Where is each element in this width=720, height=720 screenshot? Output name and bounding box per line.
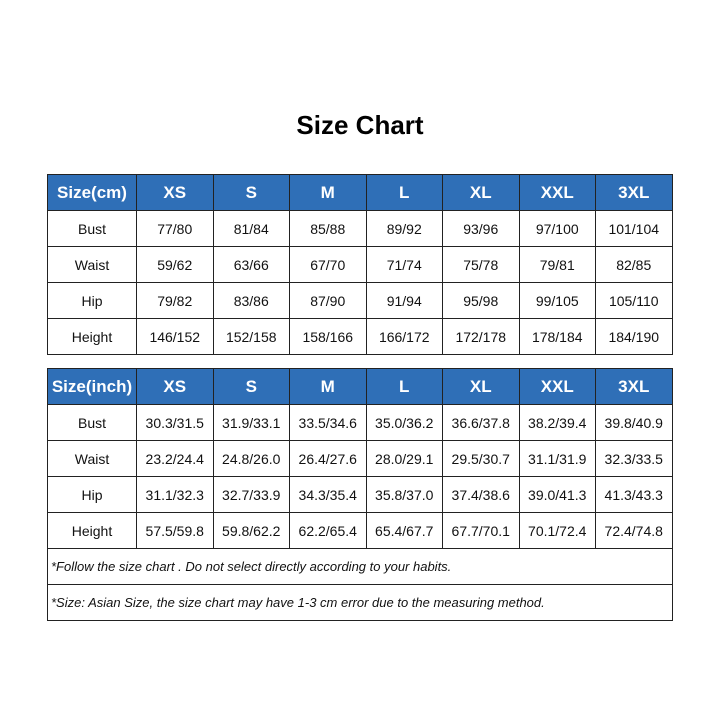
measurement-cell: 81/84 xyxy=(213,211,290,247)
note-row xyxy=(48,585,673,621)
measurement-cell: 62.2/65.4 xyxy=(290,513,367,549)
header-cell-size: XXL xyxy=(519,369,596,405)
measurement-cell: 34.3/35.4 xyxy=(290,477,367,513)
measurement-cell: 105/110 xyxy=(596,283,673,319)
measurement-cell: 57.5/59.8 xyxy=(137,513,214,549)
row-label-cell: Hip xyxy=(48,283,137,319)
row-label-cell: Height xyxy=(48,513,137,549)
measurement-cell: 99/105 xyxy=(519,283,596,319)
table-row xyxy=(48,405,673,441)
measurement-cell: 77/80 xyxy=(137,211,214,247)
table-row xyxy=(48,319,673,355)
header-cell-size: 3XL xyxy=(596,369,673,405)
measurement-cell: 32.7/33.9 xyxy=(213,477,290,513)
measurement-cell: 91/94 xyxy=(366,283,443,319)
measurement-cell: 32.3/33.5 xyxy=(596,441,673,477)
measurement-cell: 65.4/67.7 xyxy=(366,513,443,549)
measurement-cell: 166/172 xyxy=(366,319,443,355)
table-header-row xyxy=(48,369,673,405)
measurement-cell: 83/86 xyxy=(213,283,290,319)
measurement-cell: 31.1/32.3 xyxy=(137,477,214,513)
measurement-cell: 26.4/27.6 xyxy=(290,441,367,477)
note-text: *Follow the size chart . Do not select directly according to your habits. xyxy=(48,549,673,585)
header-cell-size: S xyxy=(213,369,290,405)
header-cell-size: M xyxy=(290,175,367,211)
measurement-cell: 30.3/31.5 xyxy=(137,405,214,441)
page-title: Size Chart xyxy=(296,110,424,140)
table-row xyxy=(48,211,673,247)
measurement-cell: 71/74 xyxy=(366,247,443,283)
header-cell-size: XS xyxy=(137,369,214,405)
measurement-cell: 79/81 xyxy=(519,247,596,283)
measurement-cell: 97/100 xyxy=(519,211,596,247)
measurement-cell: 184/190 xyxy=(596,319,673,355)
header-cell-size: 3XL xyxy=(596,175,673,211)
measurement-cell: 36.6/37.8 xyxy=(443,405,520,441)
measurement-cell: 33.5/34.6 xyxy=(290,405,367,441)
measurement-cell: 38.2/39.4 xyxy=(519,405,596,441)
measurement-cell: 95/98 xyxy=(443,283,520,319)
measurement-cell: 23.2/24.4 xyxy=(137,441,214,477)
measurement-cell: 158/166 xyxy=(290,319,367,355)
size-table-cm xyxy=(47,174,673,355)
measurement-cell: 59.8/62.2 xyxy=(213,513,290,549)
measurement-cell: 35.0/36.2 xyxy=(366,405,443,441)
row-label-cell: Bust xyxy=(48,211,137,247)
measurement-cell: 35.8/37.0 xyxy=(366,477,443,513)
size-table-inch xyxy=(47,368,673,621)
measurement-cell: 85/88 xyxy=(290,211,367,247)
header-cell-size: XL xyxy=(443,175,520,211)
row-label-cell: Hip xyxy=(48,477,137,513)
row-label-cell: Waist xyxy=(48,441,137,477)
header-cell-size-unit: Size(cm) xyxy=(48,175,137,211)
measurement-cell: 41.3/43.3 xyxy=(596,477,673,513)
measurement-cell: 70.1/72.4 xyxy=(519,513,596,549)
measurement-cell: 39.0/41.3 xyxy=(519,477,596,513)
table-row xyxy=(48,247,673,283)
table-row xyxy=(48,477,673,513)
header-cell-size: M xyxy=(290,369,367,405)
measurement-cell: 93/96 xyxy=(443,211,520,247)
measurement-cell: 87/90 xyxy=(290,283,367,319)
row-label-cell: Height xyxy=(48,319,137,355)
header-cell-size: XXL xyxy=(519,175,596,211)
measurement-cell: 39.8/40.9 xyxy=(596,405,673,441)
measurement-cell: 67/70 xyxy=(290,247,367,283)
measurement-cell: 152/158 xyxy=(213,319,290,355)
measurement-cell: 67.7/70.1 xyxy=(443,513,520,549)
table-row xyxy=(48,513,673,549)
note-row xyxy=(48,549,673,585)
header-cell-size: XL xyxy=(443,369,520,405)
measurement-cell: 59/62 xyxy=(137,247,214,283)
measurement-cell: 28.0/29.1 xyxy=(366,441,443,477)
measurement-cell: 172/178 xyxy=(443,319,520,355)
header-cell-size: XS xyxy=(137,175,214,211)
measurement-cell: 31.9/33.1 xyxy=(213,405,290,441)
measurement-cell: 89/92 xyxy=(366,211,443,247)
measurement-cell: 82/85 xyxy=(596,247,673,283)
measurement-cell: 31.1/31.9 xyxy=(519,441,596,477)
table-row xyxy=(48,283,673,319)
header-cell-size: S xyxy=(213,175,290,211)
header-cell-size: L xyxy=(366,369,443,405)
table-header-row xyxy=(48,175,673,211)
table-row xyxy=(48,441,673,477)
measurement-cell: 63/66 xyxy=(213,247,290,283)
measurement-cell: 24.8/26.0 xyxy=(213,441,290,477)
measurement-cell: 75/78 xyxy=(443,247,520,283)
measurement-cell: 72.4/74.8 xyxy=(596,513,673,549)
header-cell-size: L xyxy=(366,175,443,211)
row-label-cell: Waist xyxy=(48,247,137,283)
row-label-cell: Bust xyxy=(48,405,137,441)
measurement-cell: 101/104 xyxy=(596,211,673,247)
measurement-cell: 146/152 xyxy=(137,319,214,355)
measurement-cell: 37.4/38.6 xyxy=(443,477,520,513)
measurement-cell: 79/82 xyxy=(137,283,214,319)
header-cell-size-unit: Size(inch) xyxy=(48,369,137,405)
note-text: *Size: Asian Size, the size chart may have 1-3 cm error due to the measuring method. xyxy=(48,585,673,621)
measurement-cell: 178/184 xyxy=(519,319,596,355)
measurement-cell: 29.5/30.7 xyxy=(443,441,520,477)
